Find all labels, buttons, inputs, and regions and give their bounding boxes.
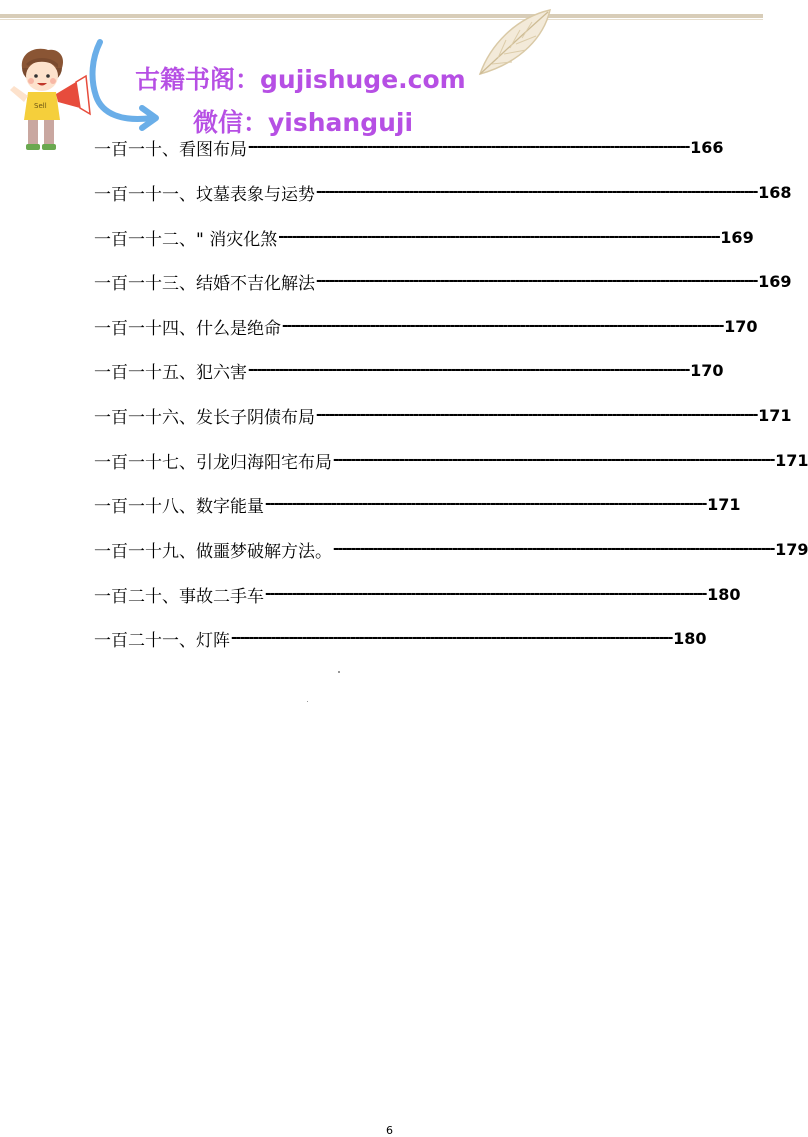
leaf-icon bbox=[470, 6, 554, 78]
top-border-rule-inner bbox=[0, 19, 763, 20]
toc-entry-page: 180 bbox=[707, 584, 741, 604]
toc-entry-page: 169 bbox=[720, 227, 754, 247]
toc-entry-page: 171 bbox=[707, 494, 741, 514]
toc-entry-title: 一百一十八、数字能量 bbox=[94, 496, 264, 517]
toc-leader-dots: ---------------------------------------------------------------------------------------------------- bbox=[248, 139, 690, 155]
toc-leader-dots: ---------------------------------------------------------------------------------------------------- bbox=[316, 273, 758, 289]
toc-entry[interactable] bbox=[94, 402, 792, 428]
toc-entry[interactable] bbox=[94, 268, 792, 294]
toc-leader-dots: ---------------------------------------------------------------------------------------------------- bbox=[248, 362, 690, 378]
toc-leader-dots: ---------------------------------------------------------------------------------------------------- bbox=[333, 541, 775, 557]
toc-entry[interactable] bbox=[94, 581, 741, 607]
toc-entry-title: 一百二十、事故二手车 bbox=[94, 586, 264, 607]
page-number: 6 bbox=[386, 1124, 393, 1137]
toc-entry-title: 一百一十二、" 消灾化煞 bbox=[94, 229, 278, 250]
toc-entry-title: 一百一十九、做噩梦破解方法。 bbox=[94, 541, 332, 562]
watermark-wechat: 微信：yishanguji bbox=[193, 108, 414, 137]
toc-entry-page: 171 bbox=[758, 405, 792, 425]
toc-entry-page: 171 bbox=[775, 450, 808, 470]
toc-entry-title: 一百一十一、坟墓表象与运势 bbox=[94, 184, 315, 205]
megaphone-kid-icon bbox=[6, 46, 98, 154]
toc-entry[interactable] bbox=[94, 224, 754, 250]
toc-entry-title: 一百一十六、发长子阴债布局 bbox=[94, 407, 315, 428]
watermark-site: 古籍书阁：gujishuge.com bbox=[135, 65, 466, 94]
scan-speck bbox=[338, 671, 340, 673]
toc-entry-page: 170 bbox=[690, 360, 724, 380]
scan-speck bbox=[307, 701, 308, 702]
toc-leader-dots: ---------------------------------------------------------------------------------------------------- bbox=[231, 630, 673, 646]
toc-entry[interactable] bbox=[94, 491, 741, 517]
toc-entry[interactable] bbox=[94, 179, 792, 205]
toc-entry-title: 一百一十、看图布局 bbox=[94, 139, 247, 160]
toc-leader-dots: ---------------------------------------------------------------------------------------------------- bbox=[333, 452, 775, 468]
toc-entry[interactable] bbox=[94, 625, 707, 651]
toc-leader-dots: ---------------------------------------------------------------------------------------------------- bbox=[265, 586, 707, 602]
toc-entry[interactable] bbox=[94, 447, 808, 473]
toc-entry-page: 168 bbox=[758, 182, 792, 202]
toc-leader-dots: ---------------------------------------------------------------------------------------------------- bbox=[278, 229, 720, 245]
top-border-rule bbox=[0, 14, 763, 18]
toc-entry[interactable] bbox=[94, 536, 808, 562]
toc-entry-page: 179 bbox=[775, 539, 808, 559]
toc-entry-title: 一百一十三、结婚不吉化解法 bbox=[94, 273, 315, 294]
toc-entry-page: 166 bbox=[690, 137, 724, 157]
toc-leader-dots: ---------------------------------------------------------------------------------------------------- bbox=[316, 184, 758, 200]
toc-entry-title: 一百一十四、什么是绝命 bbox=[94, 318, 281, 339]
toc-entry-page: 169 bbox=[758, 271, 792, 291]
toc-entry[interactable] bbox=[94, 313, 758, 339]
svg-text:Sell: Sell bbox=[34, 102, 47, 110]
toc-leader-dots: ---------------------------------------------------------------------------------------------------- bbox=[316, 407, 758, 423]
toc-leader-dots: ---------------------------------------------------------------------------------------------------- bbox=[282, 318, 724, 334]
toc-entry[interactable] bbox=[94, 357, 724, 383]
toc-leader-dots: ---------------------------------------------------------------------------------------------------- bbox=[265, 496, 707, 512]
toc-entry-title: 一百二十一、灯阵 bbox=[94, 630, 230, 651]
toc-entry[interactable] bbox=[94, 134, 724, 160]
toc-entry-page: 180 bbox=[673, 628, 707, 648]
toc-entry-title: 一百一十七、引龙归海阳宅布局 bbox=[94, 452, 332, 473]
toc-entry-title: 一百一十五、犯六害 bbox=[94, 362, 247, 383]
toc-entry-page: 170 bbox=[724, 316, 758, 336]
